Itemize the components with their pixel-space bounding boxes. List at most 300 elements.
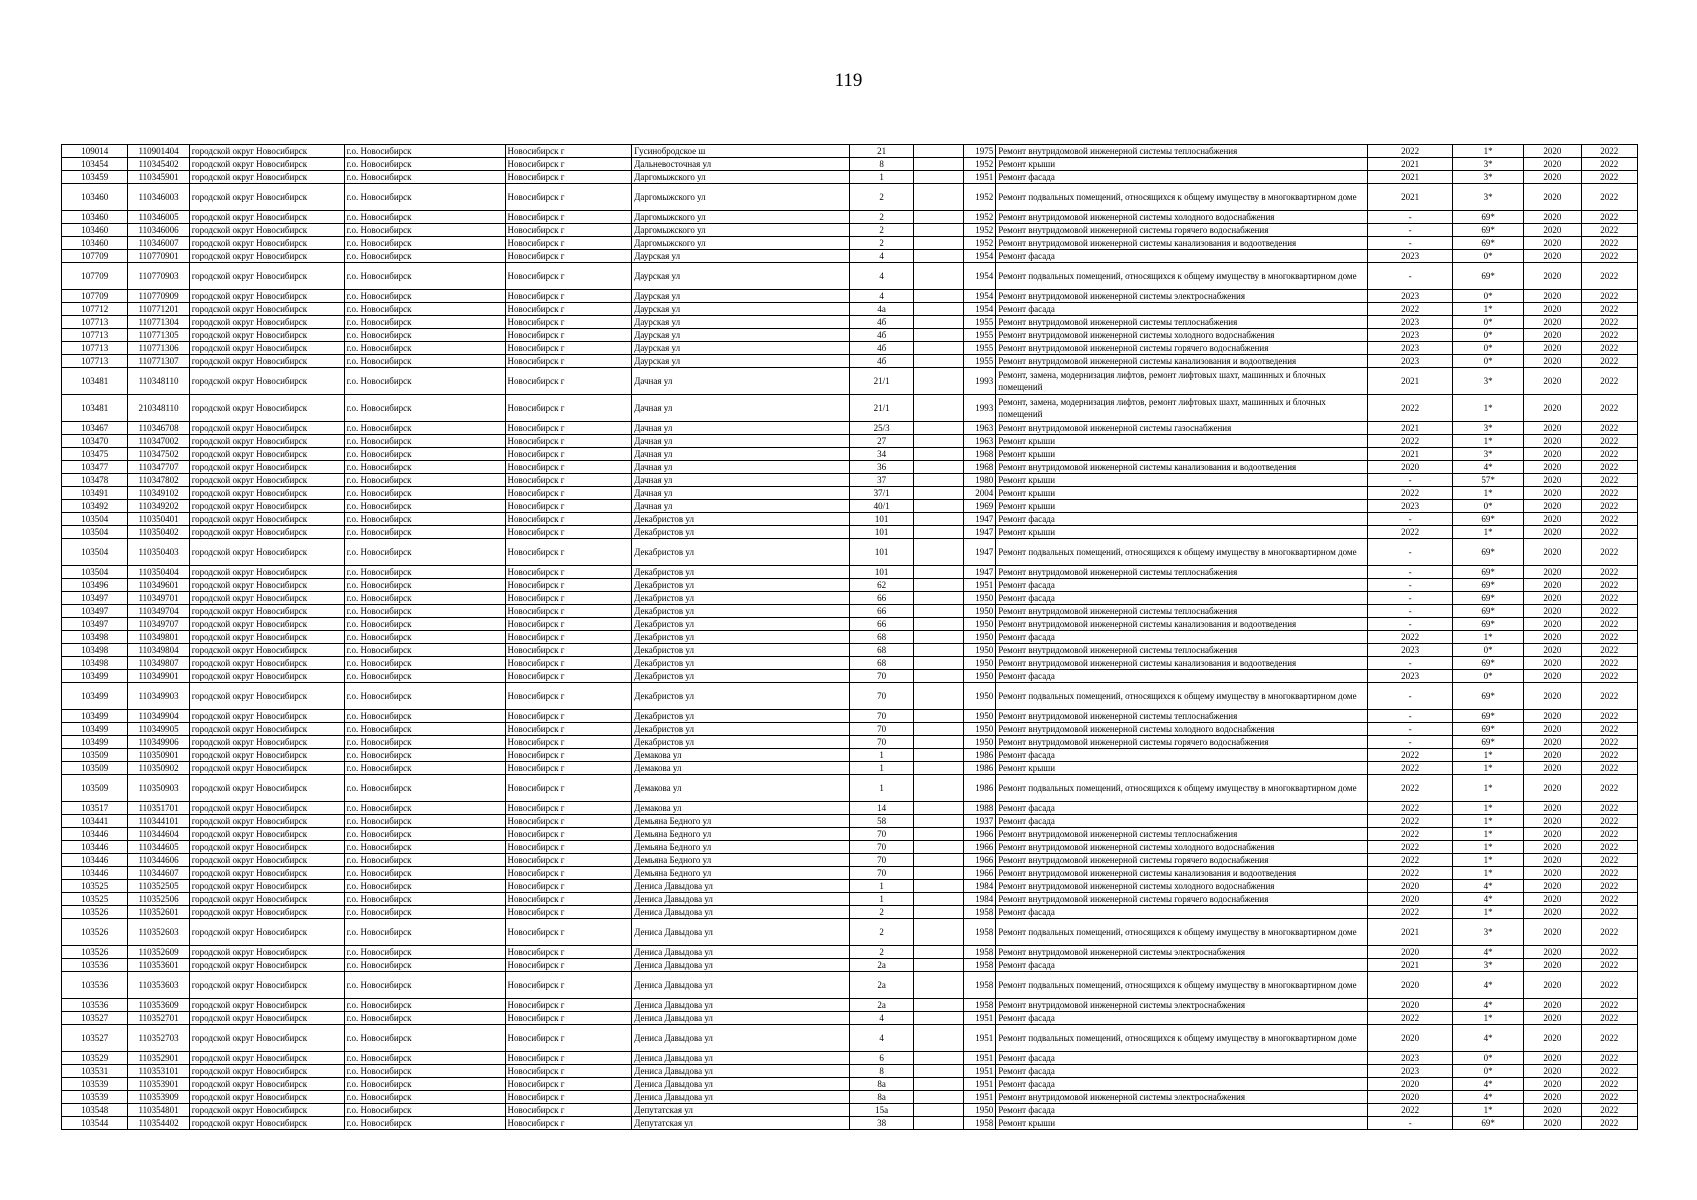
cell-work-id: 110771201 xyxy=(128,303,189,316)
cell-build-year: 1950 xyxy=(964,683,996,710)
cell-house-number: 70 xyxy=(850,710,913,723)
cell-building xyxy=(913,854,963,867)
cell-work-id: 110349601 xyxy=(128,579,189,592)
cell-priority: 3* xyxy=(1452,919,1523,946)
cell-end-year: 2022 xyxy=(1581,526,1637,539)
cell-building xyxy=(913,736,963,749)
cell-house-number: 37 xyxy=(850,474,913,487)
cell-municipality: городской округ Новосибирск xyxy=(189,592,344,605)
cell-street: Даурская ул xyxy=(632,263,850,290)
cell-municipal-district: г.о. Новосибирск xyxy=(344,683,505,710)
cell-settlement: Новосибирск г xyxy=(505,158,632,171)
cell-settlement: Новосибирск г xyxy=(505,1104,632,1117)
cell-municipal-district: г.о. Новосибирск xyxy=(344,290,505,303)
cell-municipal-district: г.о. Новосибирск xyxy=(344,1025,505,1052)
cell-plan-year: - xyxy=(1368,1117,1452,1130)
cell-street: Декабристов ул xyxy=(632,592,850,605)
cell-settlement: Новосибирск г xyxy=(505,1117,632,1130)
cell-municipality: городской округ Новосибирск xyxy=(189,539,344,566)
cell-end-year: 2022 xyxy=(1581,171,1637,184)
cell-work-type: Ремонт подвальных помещений, относящихся к общему имуществу в многоквартирном доме xyxy=(996,184,1368,211)
cell-start-year: 2020 xyxy=(1524,880,1581,893)
cell-priority: 1* xyxy=(1452,867,1523,880)
cell-plan-year: 2022 xyxy=(1368,145,1452,158)
cell-plan-year: - xyxy=(1368,683,1452,710)
cell-end-year: 2022 xyxy=(1581,762,1637,775)
cell-priority: 4* xyxy=(1452,1025,1523,1052)
cell-house-number: 101 xyxy=(850,513,913,526)
cell-plan-year: - xyxy=(1368,579,1452,592)
cell-work-id: 110352603 xyxy=(128,919,189,946)
cell-building xyxy=(913,592,963,605)
cell-build-year: 1958 xyxy=(964,906,996,919)
cell-municipality: городской округ Новосибирск xyxy=(189,854,344,867)
table-row xyxy=(62,1078,1638,1091)
cell-house-id: 103529 xyxy=(62,1052,128,1065)
cell-build-year: 1968 xyxy=(964,448,996,461)
cell-build-year: 1958 xyxy=(964,946,996,959)
cell-municipal-district: г.о. Новосибирск xyxy=(344,762,505,775)
cell-work-type: Ремонт фасада xyxy=(996,815,1368,828)
cell-house-id: 103526 xyxy=(62,919,128,946)
table-row xyxy=(62,880,1638,893)
cell-end-year: 2022 xyxy=(1581,1104,1637,1117)
cell-plan-year: 2021 xyxy=(1368,959,1452,972)
cell-end-year: 2022 xyxy=(1581,461,1637,474)
cell-work-type: Ремонт фасада xyxy=(996,1065,1368,1078)
cell-start-year: 2020 xyxy=(1524,145,1581,158)
cell-building xyxy=(913,644,963,657)
cell-municipality: городской округ Новосибирск xyxy=(189,526,344,539)
cell-plan-year: 2020 xyxy=(1368,880,1452,893)
cell-street: Демакова ул xyxy=(632,802,850,815)
cell-plan-year: 2020 xyxy=(1368,946,1452,959)
cell-end-year: 2022 xyxy=(1581,592,1637,605)
cell-municipality: городской округ Новосибирск xyxy=(189,184,344,211)
cell-start-year: 2020 xyxy=(1524,605,1581,618)
cell-street: Дениса Давыдова ул xyxy=(632,999,850,1012)
cell-municipal-district: г.о. Новосибирск xyxy=(344,815,505,828)
cell-plan-year: - xyxy=(1368,263,1452,290)
cell-work-id: 110349804 xyxy=(128,644,189,657)
cell-work-type: Ремонт крыши xyxy=(996,1117,1368,1130)
cell-start-year: 2020 xyxy=(1524,329,1581,342)
cell-work-type: Ремонт фасада xyxy=(996,1012,1368,1025)
cell-work-type: Ремонт фасада xyxy=(996,1052,1368,1065)
cell-work-id: 210348110 xyxy=(128,395,189,422)
cell-plan-year: 2022 xyxy=(1368,526,1452,539)
cell-build-year: 1988 xyxy=(964,802,996,815)
cell-build-year: 1950 xyxy=(964,723,996,736)
cell-work-id: 110352506 xyxy=(128,893,189,906)
cell-work-id: 110901404 xyxy=(128,145,189,158)
cell-building xyxy=(913,263,963,290)
cell-street: Даргомыжского ул xyxy=(632,171,850,184)
cell-priority: 69* xyxy=(1452,211,1523,224)
cell-house-id: 103460 xyxy=(62,211,128,224)
cell-start-year: 2020 xyxy=(1524,683,1581,710)
cell-work-type: Ремонт внутридомовой инженерной системы теплоснабжения xyxy=(996,145,1368,158)
cell-settlement: Новосибирск г xyxy=(505,880,632,893)
cell-work-id: 110354402 xyxy=(128,1117,189,1130)
cell-street: Демьяна Бедного ул xyxy=(632,854,850,867)
cell-house-id: 103526 xyxy=(62,906,128,919)
cell-house-id: 103498 xyxy=(62,657,128,670)
cell-house-number: 4 xyxy=(850,1025,913,1052)
cell-end-year: 2022 xyxy=(1581,802,1637,815)
cell-settlement: Новосибирск г xyxy=(505,461,632,474)
cell-municipal-district: г.о. Новосибирск xyxy=(344,250,505,263)
cell-start-year: 2020 xyxy=(1524,461,1581,474)
cell-end-year: 2022 xyxy=(1581,854,1637,867)
cell-priority: 4* xyxy=(1452,999,1523,1012)
table-row xyxy=(62,395,1638,422)
cell-build-year: 1954 xyxy=(964,263,996,290)
cell-settlement: Новосибирск г xyxy=(505,487,632,500)
cell-work-id: 110347707 xyxy=(128,461,189,474)
cell-end-year: 2022 xyxy=(1581,211,1637,224)
cell-street: Декабристов ул xyxy=(632,605,850,618)
cell-work-id: 110350402 xyxy=(128,526,189,539)
cell-end-year: 2022 xyxy=(1581,841,1637,854)
cell-work-type: Ремонт внутридомовой инженерной системы теплоснабжения xyxy=(996,644,1368,657)
cell-house-id: 103504 xyxy=(62,566,128,579)
cell-settlement: Новосибирск г xyxy=(505,342,632,355)
cell-start-year: 2020 xyxy=(1524,342,1581,355)
cell-house-id: 103498 xyxy=(62,631,128,644)
cell-plan-year: - xyxy=(1368,657,1452,670)
cell-municipal-district: г.о. Новосибирск xyxy=(344,263,505,290)
cell-start-year: 2020 xyxy=(1524,802,1581,815)
cell-work-id: 110349901 xyxy=(128,670,189,683)
table-row xyxy=(62,815,1638,828)
cell-settlement: Новосибирск г xyxy=(505,435,632,448)
cell-start-year: 2020 xyxy=(1524,435,1581,448)
cell-building xyxy=(913,539,963,566)
table-row xyxy=(62,657,1638,670)
cell-build-year: 1966 xyxy=(964,854,996,867)
cell-house-id: 103531 xyxy=(62,1065,128,1078)
cell-work-type: Ремонт крыши xyxy=(996,762,1368,775)
cell-plan-year: 2022 xyxy=(1368,775,1452,802)
cell-work-type: Ремонт крыши xyxy=(996,158,1368,171)
cell-street: Депутатская ул xyxy=(632,1117,850,1130)
cell-municipal-district: г.о. Новосибирск xyxy=(344,1117,505,1130)
cell-building xyxy=(913,828,963,841)
cell-building xyxy=(913,368,963,395)
cell-priority: 69* xyxy=(1452,683,1523,710)
cell-work-id: 110353603 xyxy=(128,972,189,999)
cell-house-id: 103539 xyxy=(62,1078,128,1091)
cell-municipal-district: г.о. Новосибирск xyxy=(344,224,505,237)
cell-house-id: 103478 xyxy=(62,474,128,487)
table-row xyxy=(62,474,1638,487)
cell-building xyxy=(913,290,963,303)
cell-house-id: 103527 xyxy=(62,1012,128,1025)
cell-building xyxy=(913,316,963,329)
cell-house-number: 2 xyxy=(850,237,913,250)
cell-work-type: Ремонт внутридомовой инженерной системы холодного водоснабжения xyxy=(996,723,1368,736)
cell-municipal-district: г.о. Новосибирск xyxy=(344,736,505,749)
cell-house-number: 4 xyxy=(850,290,913,303)
cell-house-number: 8а xyxy=(850,1078,913,1091)
cell-priority: 69* xyxy=(1452,263,1523,290)
cell-building xyxy=(913,355,963,368)
cell-street: Демакова ул xyxy=(632,762,850,775)
cell-start-year: 2020 xyxy=(1524,1052,1581,1065)
cell-work-type: Ремонт фасада xyxy=(996,802,1368,815)
cell-build-year: 1947 xyxy=(964,539,996,566)
cell-house-number: 2 xyxy=(850,919,913,946)
cell-end-year: 2022 xyxy=(1581,487,1637,500)
cell-priority: 1* xyxy=(1452,828,1523,841)
cell-street: Даурская ул xyxy=(632,316,850,329)
table-row xyxy=(62,802,1638,815)
cell-build-year: 1954 xyxy=(964,290,996,303)
cell-plan-year: 2023 xyxy=(1368,355,1452,368)
cell-work-id: 110349701 xyxy=(128,592,189,605)
table-body xyxy=(62,145,1638,1130)
cell-end-year: 2022 xyxy=(1581,644,1637,657)
cell-municipality: городской округ Новосибирск xyxy=(189,736,344,749)
cell-municipal-district: г.о. Новосибирск xyxy=(344,395,505,422)
cell-settlement: Новосибирск г xyxy=(505,316,632,329)
cell-start-year: 2020 xyxy=(1524,618,1581,631)
cell-house-number: 1 xyxy=(850,893,913,906)
cell-start-year: 2020 xyxy=(1524,224,1581,237)
cell-plan-year: 2023 xyxy=(1368,1052,1452,1065)
cell-start-year: 2020 xyxy=(1524,237,1581,250)
cell-end-year: 2022 xyxy=(1581,566,1637,579)
table-row xyxy=(62,422,1638,435)
cell-start-year: 2020 xyxy=(1524,906,1581,919)
cell-street: Дениса Давыдова ул xyxy=(632,880,850,893)
cell-start-year: 2020 xyxy=(1524,815,1581,828)
table-row xyxy=(62,316,1638,329)
cell-municipal-district: г.о. Новосибирск xyxy=(344,355,505,368)
cell-work-type: Ремонт внутридомовой инженерной системы теплоснабжения xyxy=(996,828,1368,841)
cell-work-id: 110349704 xyxy=(128,605,189,618)
cell-building xyxy=(913,145,963,158)
cell-building xyxy=(913,303,963,316)
cell-work-id: 110353101 xyxy=(128,1065,189,1078)
cell-house-number: 4б xyxy=(850,329,913,342)
cell-work-id: 110346005 xyxy=(128,211,189,224)
cell-street: Демьяна Бедного ул xyxy=(632,828,850,841)
cell-work-type: Ремонт фасада xyxy=(996,250,1368,263)
cell-settlement: Новосибирск г xyxy=(505,618,632,631)
cell-house-number: 8 xyxy=(850,1065,913,1078)
cell-priority: 3* xyxy=(1452,368,1523,395)
cell-plan-year: 2022 xyxy=(1368,487,1452,500)
cell-plan-year: 2023 xyxy=(1368,329,1452,342)
cell-priority: 3* xyxy=(1452,158,1523,171)
cell-municipal-district: г.о. Новосибирск xyxy=(344,237,505,250)
cell-settlement: Новосибирск г xyxy=(505,959,632,972)
cell-build-year: 1958 xyxy=(964,972,996,999)
cell-plan-year: 2023 xyxy=(1368,644,1452,657)
cell-start-year: 2020 xyxy=(1524,395,1581,422)
cell-work-type: Ремонт фасада xyxy=(996,171,1368,184)
cell-municipality: городской округ Новосибирск xyxy=(189,605,344,618)
cell-municipal-district: г.о. Новосибирск xyxy=(344,631,505,644)
cell-end-year: 2022 xyxy=(1581,303,1637,316)
cell-build-year: 1984 xyxy=(964,880,996,893)
cell-plan-year: 2023 xyxy=(1368,290,1452,303)
cell-work-id: 110350901 xyxy=(128,749,189,762)
cell-building xyxy=(913,513,963,526)
cell-street: Даргомыжского ул xyxy=(632,184,850,211)
cell-work-type: Ремонт крыши xyxy=(996,435,1368,448)
cell-house-id: 103491 xyxy=(62,487,128,500)
cell-work-type: Ремонт крыши xyxy=(996,448,1368,461)
cell-house-id: 103446 xyxy=(62,828,128,841)
cell-work-id: 110344604 xyxy=(128,828,189,841)
cell-priority: 0* xyxy=(1452,355,1523,368)
cell-build-year: 1955 xyxy=(964,329,996,342)
cell-plan-year: 2022 xyxy=(1368,854,1452,867)
cell-municipal-district: г.о. Новосибирск xyxy=(344,1078,505,1091)
cell-build-year: 2004 xyxy=(964,487,996,500)
cell-start-year: 2020 xyxy=(1524,474,1581,487)
cell-end-year: 2022 xyxy=(1581,999,1637,1012)
cell-municipality: городской округ Новосибирск xyxy=(189,290,344,303)
cell-end-year: 2022 xyxy=(1581,683,1637,710)
cell-house-number: 101 xyxy=(850,539,913,566)
cell-work-id: 110349906 xyxy=(128,736,189,749)
cell-work-id: 110349904 xyxy=(128,710,189,723)
cell-work-type: Ремонт внутридомовой инженерной системы канализования и водоотведения xyxy=(996,657,1368,670)
cell-building xyxy=(913,237,963,250)
cell-work-id: 110353909 xyxy=(128,1091,189,1104)
cell-end-year: 2022 xyxy=(1581,474,1637,487)
cell-building xyxy=(913,999,963,1012)
cell-plan-year: 2022 xyxy=(1368,841,1452,854)
cell-work-id: 110349202 xyxy=(128,500,189,513)
cell-street: Даурская ул xyxy=(632,250,850,263)
cell-work-id: 110352505 xyxy=(128,880,189,893)
cell-work-id: 110346007 xyxy=(128,237,189,250)
cell-building xyxy=(913,422,963,435)
cell-start-year: 2020 xyxy=(1524,841,1581,854)
cell-end-year: 2022 xyxy=(1581,368,1637,395)
cell-priority: 1* xyxy=(1452,435,1523,448)
cell-house-number: 70 xyxy=(850,867,913,880)
cell-priority: 1* xyxy=(1452,303,1523,316)
cell-priority: 69* xyxy=(1452,1117,1523,1130)
cell-plan-year: 2020 xyxy=(1368,972,1452,999)
cell-building xyxy=(913,618,963,631)
cell-priority: 1* xyxy=(1452,854,1523,867)
cell-start-year: 2020 xyxy=(1524,710,1581,723)
cell-start-year: 2020 xyxy=(1524,355,1581,368)
cell-work-id: 110770901 xyxy=(128,250,189,263)
cell-plan-year: 2023 xyxy=(1368,1065,1452,1078)
cell-start-year: 2020 xyxy=(1524,893,1581,906)
cell-build-year: 1993 xyxy=(964,395,996,422)
cell-house-id: 103470 xyxy=(62,435,128,448)
cell-start-year: 2020 xyxy=(1524,854,1581,867)
cell-building xyxy=(913,802,963,815)
cell-house-id: 107709 xyxy=(62,263,128,290)
cell-municipal-district: г.о. Новосибирск xyxy=(344,999,505,1012)
cell-end-year: 2022 xyxy=(1581,184,1637,211)
cell-municipal-district: г.о. Новосибирск xyxy=(344,919,505,946)
cell-house-number: 68 xyxy=(850,657,913,670)
cell-house-number: 4 xyxy=(850,250,913,263)
cell-plan-year: 2021 xyxy=(1368,448,1452,461)
cell-municipality: городской округ Новосибирск xyxy=(189,880,344,893)
cell-street: Дачная ул xyxy=(632,368,850,395)
cell-municipality: городской округ Новосибирск xyxy=(189,1065,344,1078)
cell-municipality: городской округ Новосибирск xyxy=(189,237,344,250)
cell-municipal-district: г.о. Новосибирск xyxy=(344,474,505,487)
cell-build-year: 1966 xyxy=(964,828,996,841)
cell-priority: 69* xyxy=(1452,657,1523,670)
cell-plan-year: 2022 xyxy=(1368,802,1452,815)
cell-street: Дачная ул xyxy=(632,474,850,487)
cell-start-year: 2020 xyxy=(1524,723,1581,736)
cell-settlement: Новосибирск г xyxy=(505,605,632,618)
cell-municipal-district: г.о. Новосибирск xyxy=(344,592,505,605)
cell-end-year: 2022 xyxy=(1581,329,1637,342)
cell-priority: 69* xyxy=(1452,237,1523,250)
cell-build-year: 1950 xyxy=(964,618,996,631)
cell-end-year: 2022 xyxy=(1581,867,1637,880)
cell-work-type: Ремонт внутридомовой инженерной системы канализования и водоотведения xyxy=(996,461,1368,474)
cell-street: Даурская ул xyxy=(632,355,850,368)
cell-house-id: 107713 xyxy=(62,342,128,355)
cell-end-year: 2022 xyxy=(1581,946,1637,959)
cell-work-id: 110349905 xyxy=(128,723,189,736)
cell-settlement: Новосибирск г xyxy=(505,145,632,158)
cell-municipal-district: г.о. Новосибирск xyxy=(344,657,505,670)
cell-start-year: 2020 xyxy=(1524,1065,1581,1078)
cell-priority: 69* xyxy=(1452,710,1523,723)
cell-build-year: 1951 xyxy=(964,1025,996,1052)
cell-work-type: Ремонт крыши xyxy=(996,487,1368,500)
cell-house-id: 103544 xyxy=(62,1117,128,1130)
cell-municipality: городской округ Новосибирск xyxy=(189,946,344,959)
table-row xyxy=(62,946,1638,959)
cell-start-year: 2020 xyxy=(1524,828,1581,841)
cell-work-id: 110349903 xyxy=(128,683,189,710)
cell-building xyxy=(913,710,963,723)
cell-municipal-district: г.о. Новосибирск xyxy=(344,566,505,579)
cell-municipal-district: г.о. Новосибирск xyxy=(344,959,505,972)
cell-house-id: 107709 xyxy=(62,250,128,263)
cell-plan-year: 2022 xyxy=(1368,867,1452,880)
cell-build-year: 1951 xyxy=(964,1065,996,1078)
cell-house-id: 103441 xyxy=(62,815,128,828)
table-row xyxy=(62,368,1638,395)
cell-street: Демьяна Бедного ул xyxy=(632,867,850,880)
cell-start-year: 2020 xyxy=(1524,316,1581,329)
cell-house-number: 4б xyxy=(850,355,913,368)
table-row xyxy=(62,893,1638,906)
cell-start-year: 2020 xyxy=(1524,448,1581,461)
table-row xyxy=(62,605,1638,618)
cell-end-year: 2022 xyxy=(1581,224,1637,237)
cell-municipal-district: г.о. Новосибирск xyxy=(344,723,505,736)
table-row xyxy=(62,867,1638,880)
cell-end-year: 2022 xyxy=(1581,880,1637,893)
cell-priority: 69* xyxy=(1452,539,1523,566)
cell-municipality: городской округ Новосибирск xyxy=(189,775,344,802)
cell-work-type: Ремонт фасада xyxy=(996,513,1368,526)
cell-street: Демьяна Бедного ул xyxy=(632,841,850,854)
cell-settlement: Новосибирск г xyxy=(505,919,632,946)
